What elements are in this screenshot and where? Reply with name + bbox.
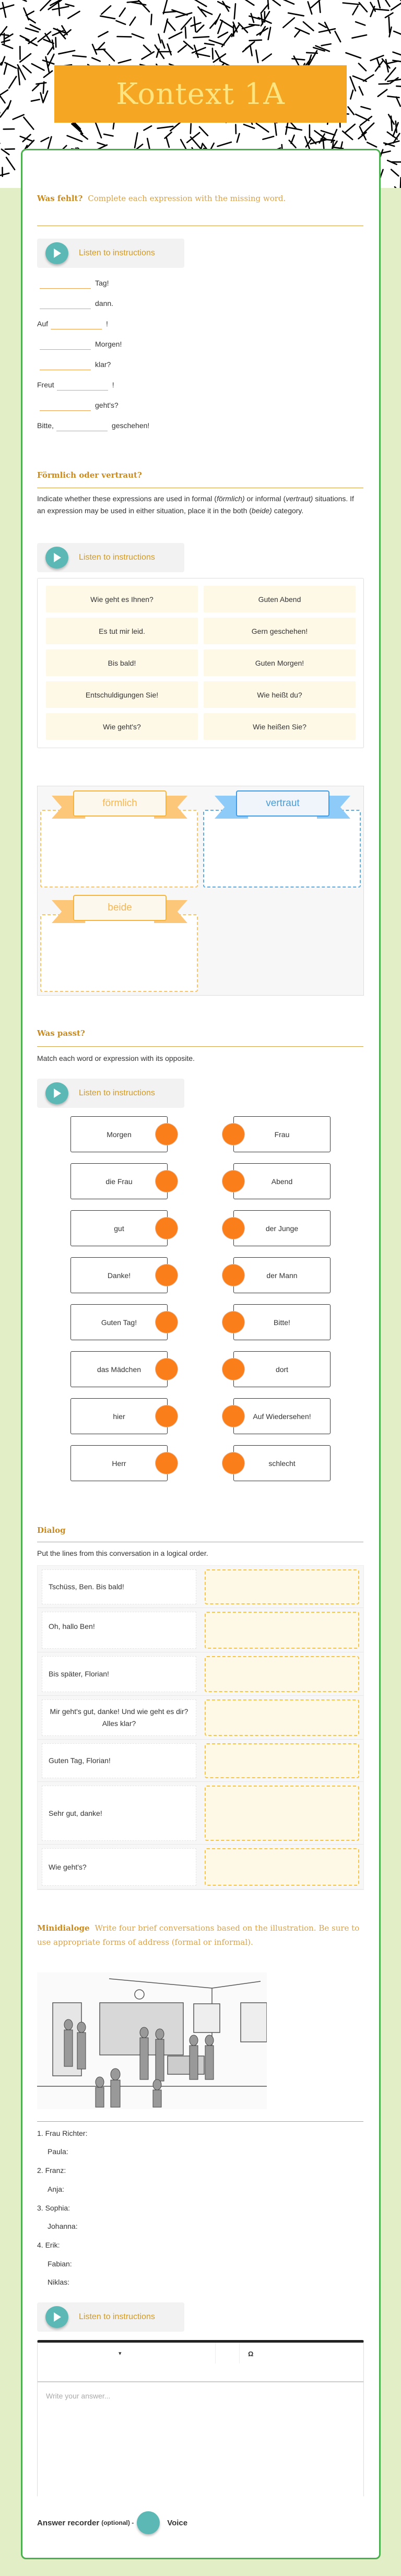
blank-prefix: Bitte,	[37, 421, 54, 430]
listen-label: Listen to instructions	[79, 553, 155, 562]
match-connector-right[interactable]	[222, 1264, 245, 1286]
blank-input[interactable]	[40, 399, 91, 411]
dialog-speaker-label: 2. Franz:	[37, 2166, 66, 2175]
section-dialog-heading	[37, 1523, 363, 1538]
heading-subtitle: Write four brief conversations based on the illustration. Be sure to use appropriate forms of address (formal or informal).	[37, 1923, 360, 1947]
fill-blank-row	[37, 275, 109, 291]
toolbar-separator	[215, 2343, 216, 2364]
category-drop-area	[37, 786, 364, 996]
match-right-item: schlecht	[233, 1445, 331, 1481]
category-ribbon-vertraut	[215, 790, 350, 820]
fill-blank-row	[37, 377, 114, 393]
order-row	[38, 1782, 363, 1845]
dialog-line-card[interactable]: Tschüss, Ben. Bis bald!	[42, 1569, 196, 1604]
dialog-line-card[interactable]: Oh, hallo Ben!	[42, 1612, 196, 1649]
heading-subtitle: Complete each expression with the missing word.	[88, 194, 286, 203]
order-drop-slot[interactable]	[205, 1612, 359, 1649]
blank-suffix: geht's?	[95, 401, 119, 409]
heading-title: Dialog	[37, 1526, 66, 1535]
expression-tile[interactable]: Wie heißen Sie?	[204, 713, 356, 740]
dialog-speaker-label: Johanna:	[48, 2222, 78, 2230]
match-connector-left[interactable]	[155, 1358, 178, 1380]
section-formlich-heading	[37, 468, 363, 482]
dialog-line-card[interactable]: Guten Tag, Florian!	[42, 1743, 196, 1778]
recorder-optional: (optional) -	[101, 2519, 134, 2526]
play-icon	[45, 242, 68, 264]
answer-recorder	[37, 2511, 187, 2534]
play-icon	[45, 2306, 68, 2328]
fill-blank-row	[37, 296, 113, 311]
blank-prefix: Auf	[37, 320, 49, 328]
category-label: beide	[73, 895, 167, 921]
match-connector-left[interactable]	[155, 1170, 178, 1192]
ordering-table	[37, 1565, 364, 1890]
order-drop-slot[interactable]	[205, 1786, 359, 1841]
drop-zone-formlich[interactable]	[40, 810, 198, 888]
instructions-text: Indicate whether these expressions are used in formal (förmlich) or informal (vertraut) situations. If an expression may be used in either situation, place it in the both (beide) category.	[37, 494, 354, 515]
expression-tile[interactable]: Entschuldigungen Sie!	[46, 681, 198, 708]
order-row	[38, 1566, 363, 1608]
blank-suffix: !	[106, 320, 108, 328]
blank-input[interactable]	[40, 298, 91, 309]
answer-textarea[interactable]	[38, 2383, 363, 2497]
listen-instructions-button[interactable]	[37, 543, 184, 572]
drop-zone-vertraut[interactable]	[203, 810, 361, 888]
match-connector-right[interactable]	[222, 1358, 245, 1380]
page-title: Kontext 1A	[116, 77, 285, 111]
heading-title: Was passt?	[37, 1029, 85, 1038]
play-icon	[45, 547, 68, 569]
listen-label: Listen to instructions	[79, 2312, 155, 2321]
dialog-speaker-label: 4. Erik:	[37, 2241, 60, 2249]
instructions-text: Match each word or expression with its opposite.	[37, 1054, 195, 1062]
expression-tile[interactable]: Wie geht's?	[46, 713, 198, 740]
title-banner	[54, 65, 347, 123]
order-row	[38, 1608, 363, 1652]
match-connector-left[interactable]	[155, 1405, 178, 1427]
match-connector-left[interactable]	[155, 1452, 178, 1474]
blank-input[interactable]	[40, 277, 91, 289]
category-label: förmlich	[73, 790, 167, 817]
fill-blank-row	[37, 418, 149, 433]
order-drop-slot[interactable]	[205, 1699, 359, 1736]
order-drop-slot[interactable]	[205, 1569, 359, 1604]
listen-instructions-button[interactable]	[37, 239, 184, 268]
dialog-speaker-label: Paula:	[48, 2147, 68, 2156]
blank-input[interactable]	[57, 379, 108, 391]
category-ribbon-beide	[52, 895, 187, 924]
divider	[37, 2121, 363, 2122]
blank-input[interactable]	[56, 420, 108, 431]
order-row	[38, 1696, 363, 1740]
section-minidialoge-heading	[37, 1921, 363, 1949]
match-right-item: dort	[233, 1351, 331, 1387]
match-connector-left[interactable]	[155, 1311, 178, 1333]
fill-blank-row	[37, 357, 111, 372]
blank-suffix: dann.	[95, 299, 114, 308]
match-connector-right[interactable]	[222, 1123, 245, 1145]
match-left-item: das Mädchen	[70, 1351, 168, 1387]
dialog-speaker-label: Niklas:	[48, 2278, 70, 2286]
dialog-speaker-label: 3. Sophia:	[37, 2204, 70, 2212]
expression-tile[interactable]: Es tut mir leid.	[46, 618, 198, 644]
match-right-item: Bitte!	[233, 1304, 331, 1340]
blank-suffix: !	[112, 381, 114, 389]
match-connector-right[interactable]	[222, 1170, 245, 1192]
blank-input[interactable]	[40, 338, 91, 350]
expression-tile[interactable]: Gern geschehen!	[204, 618, 356, 644]
blank-input[interactable]	[51, 318, 102, 329]
instructions-text: Put the lines from this conversation in a logical order.	[37, 1549, 208, 1557]
dialog-line-card[interactable]: Sehr gut, danke!	[42, 1786, 196, 1841]
blank-suffix: Tag!	[95, 279, 109, 287]
heading-title: Förmlich oder vertraut?	[37, 470, 142, 480]
answer-editor	[37, 2340, 364, 2497]
listen-instructions-button[interactable]	[37, 1079, 184, 1108]
order-drop-slot[interactable]	[205, 1656, 359, 1692]
match-right-item: der Junge	[233, 1210, 331, 1246]
dialog-line-card[interactable]: Wie geht's?	[42, 1848, 196, 1886]
match-connector-left[interactable]	[155, 1217, 178, 1239]
match-right-item: der Mann	[233, 1257, 331, 1293]
dialog-speaker-label: Fabian:	[48, 2260, 72, 2268]
match-left-item: Herr	[70, 1445, 168, 1481]
blank-input[interactable]	[40, 359, 91, 370]
expression-tiles-pool	[37, 578, 364, 748]
match-connector-right[interactable]	[222, 1452, 245, 1474]
section-was-passt-heading	[37, 1026, 363, 1041]
order-row	[38, 1845, 363, 1889]
play-icon	[45, 1082, 68, 1104]
listen-instructions-button[interactable]	[37, 2302, 184, 2332]
voice-record-button[interactable]	[137, 2511, 160, 2534]
listen-label: Listen to instructions	[79, 1089, 155, 1097]
blank-prefix: Freut	[37, 381, 54, 389]
category-label: vertraut	[236, 790, 329, 817]
match-connector-left[interactable]	[155, 1123, 178, 1145]
match-left-item: Guten Tag!	[70, 1304, 168, 1340]
classroom-illustration	[37, 1972, 267, 2109]
match-connector-right[interactable]	[222, 1405, 245, 1427]
fill-blank-row	[37, 316, 108, 332]
dialog-speaker-label: 1. Frau Richter:	[37, 2129, 88, 2137]
blank-suffix: geschehen!	[111, 421, 150, 430]
dialog-speaker-label: Anja:	[48, 2185, 64, 2193]
match-connector-left[interactable]	[155, 1264, 178, 1286]
expression-tile[interactable]: Bis bald!	[46, 649, 198, 676]
editor-toolbar	[38, 2343, 363, 2382]
section-was-fehlt-heading	[37, 192, 363, 206]
heading-title: Was fehlt?	[37, 194, 83, 203]
fill-blank-row	[37, 336, 122, 352]
expression-tile[interactable]: Wie geht es Ihnen?	[46, 586, 198, 612]
listen-label: Listen to instructions	[79, 249, 155, 257]
expression-tile[interactable]: Wie heißt du?	[204, 681, 356, 708]
match-left-item: gut	[70, 1210, 168, 1246]
expression-tile[interactable]: Guten Morgen!	[204, 649, 356, 676]
dialog-line-card[interactable]: Mir geht's gut, danke! Und wie geht es dir? Alles klar?	[42, 1699, 196, 1736]
match-left-item: Danke!	[70, 1257, 168, 1293]
match-right-item: Abend	[233, 1163, 331, 1199]
format-dropdown-arrow-icon[interactable]: ▾	[119, 2350, 122, 2357]
match-left-item: die Frau	[70, 1163, 168, 1199]
divider	[37, 1046, 363, 1047]
fill-blank-row	[37, 397, 119, 413]
blank-suffix: Morgen!	[95, 340, 122, 348]
recorder-label: Answer recorder	[37, 2518, 100, 2527]
toolbar-separator	[239, 2343, 240, 2364]
match-right-item: Frau	[233, 1116, 331, 1152]
order-drop-slot[interactable]	[205, 1848, 359, 1886]
match-connector-right[interactable]	[222, 1311, 245, 1333]
drop-zone-beide[interactable]	[40, 914, 198, 992]
order-row	[38, 1652, 363, 1696]
voice-label: Voice	[167, 2518, 188, 2527]
match-left-item: Morgen	[70, 1116, 168, 1152]
match-left-item: hier	[70, 1398, 168, 1434]
match-connector-right[interactable]	[222, 1217, 245, 1239]
special-characters-omega-icon[interactable]: Ω	[248, 2350, 254, 2358]
order-row	[38, 1740, 363, 1782]
expression-tile[interactable]: Guten Abend	[204, 586, 356, 612]
blank-suffix: klar?	[95, 360, 111, 369]
order-drop-slot[interactable]	[205, 1743, 359, 1778]
category-ribbon-formlich	[52, 790, 187, 820]
match-right-item: Auf Wiedersehen!	[233, 1398, 331, 1434]
dialog-line-card[interactable]: Bis später, Florian!	[42, 1656, 196, 1692]
heading-title: Minidialoge	[37, 1923, 90, 1933]
